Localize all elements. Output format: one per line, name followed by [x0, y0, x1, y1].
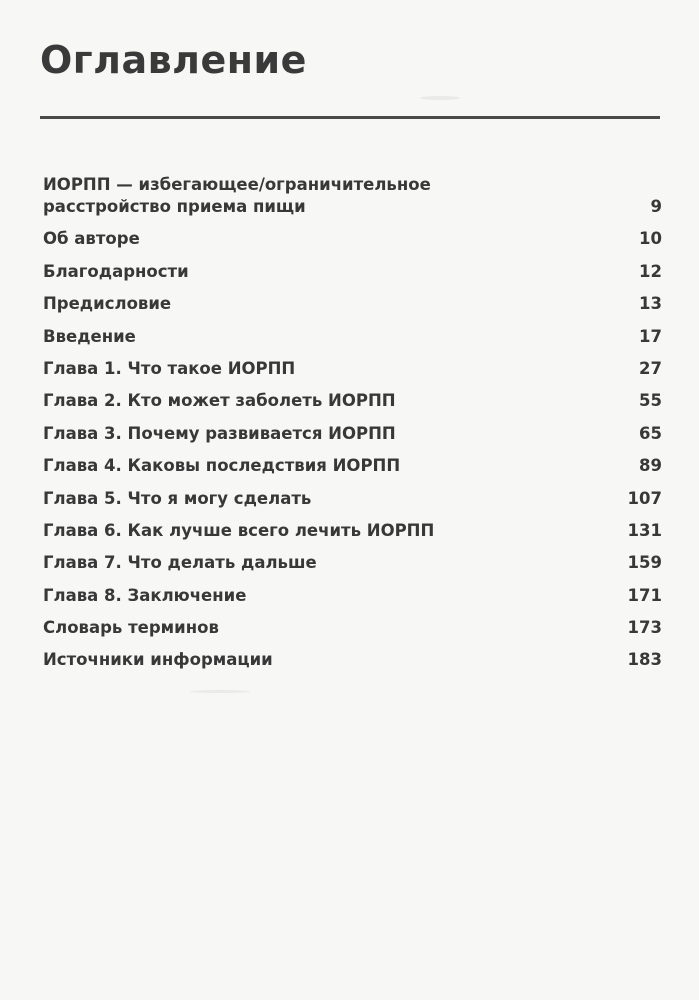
- toc-entry-title: Глава 3. Почему развивается ИОРПП: [43, 423, 396, 443]
- toc-entry-title: Глава 7. Что делать дальше: [43, 553, 317, 573]
- toc-entry: [43, 423, 662, 445]
- toc-entry: [43, 358, 662, 380]
- toc-entry-page: 65: [639, 423, 662, 443]
- page-title: Оглавление: [40, 38, 307, 82]
- toc-entry: [43, 326, 662, 348]
- toc-entry-page: 159: [627, 553, 662, 573]
- toc-entry-title: Благодарности: [43, 261, 189, 281]
- toc-entry-page: 27: [639, 358, 662, 378]
- toc-entry-page: 183: [627, 650, 662, 670]
- scan-smudge: [420, 96, 460, 100]
- toc-entry: [43, 174, 662, 218]
- toc-entry: [43, 488, 662, 510]
- toc-entry: [43, 390, 662, 412]
- toc-entry-title: Глава 6. Как лучше всего лечить ИОРПП: [43, 520, 435, 540]
- toc-entry-page: 10: [639, 229, 662, 249]
- toc-entry-title: ИОРПП — избегающее/ограничительное расстройство приема пищи: [43, 175, 431, 216]
- toc-entry-page: 89: [639, 456, 662, 476]
- toc-entry-title: Словарь терминов: [43, 618, 219, 638]
- toc-entry-title: Глава 4. Каковы последствия ИОРПП: [43, 456, 401, 476]
- toc-entry-title: Глава 2. Кто может заболеть ИОРПП: [43, 391, 396, 411]
- toc-entry: [43, 293, 662, 315]
- toc-entry-page: 131: [627, 520, 662, 540]
- table-of-contents: [43, 174, 662, 682]
- toc-entry-page: 17: [639, 326, 662, 346]
- toc-entry: [43, 649, 662, 671]
- toc-entry: [43, 261, 662, 283]
- toc-entry-page: 55: [639, 391, 662, 411]
- toc-entry-page: 13: [639, 294, 662, 314]
- toc-entry-page: 173: [627, 618, 662, 638]
- toc-entry-page: 107: [627, 488, 662, 508]
- toc-entry: [43, 552, 662, 574]
- toc-entry-title: Глава 1. Что такое ИОРПП: [43, 358, 296, 378]
- title-divider: [40, 116, 660, 119]
- toc-entry-title: Источники информации: [43, 650, 273, 670]
- toc-entry: [43, 520, 662, 542]
- toc-entry: [43, 455, 662, 477]
- toc-entry-page: 12: [639, 261, 662, 281]
- toc-entry-page: 171: [627, 585, 662, 605]
- toc-entry-title: Глава 5. Что я могу сделать: [43, 488, 312, 508]
- toc-entry-title: Об авторе: [43, 229, 140, 249]
- scan-smudge: [190, 690, 250, 693]
- toc-entry: [43, 585, 662, 607]
- toc-entry-title: Введение: [43, 326, 136, 346]
- toc-entry-title: Глава 8. Заключение: [43, 585, 247, 605]
- toc-entry: [43, 617, 662, 639]
- toc-entry-page: 9: [650, 197, 662, 216]
- toc-entry-title: Предисловие: [43, 294, 172, 314]
- toc-entry: [43, 228, 662, 250]
